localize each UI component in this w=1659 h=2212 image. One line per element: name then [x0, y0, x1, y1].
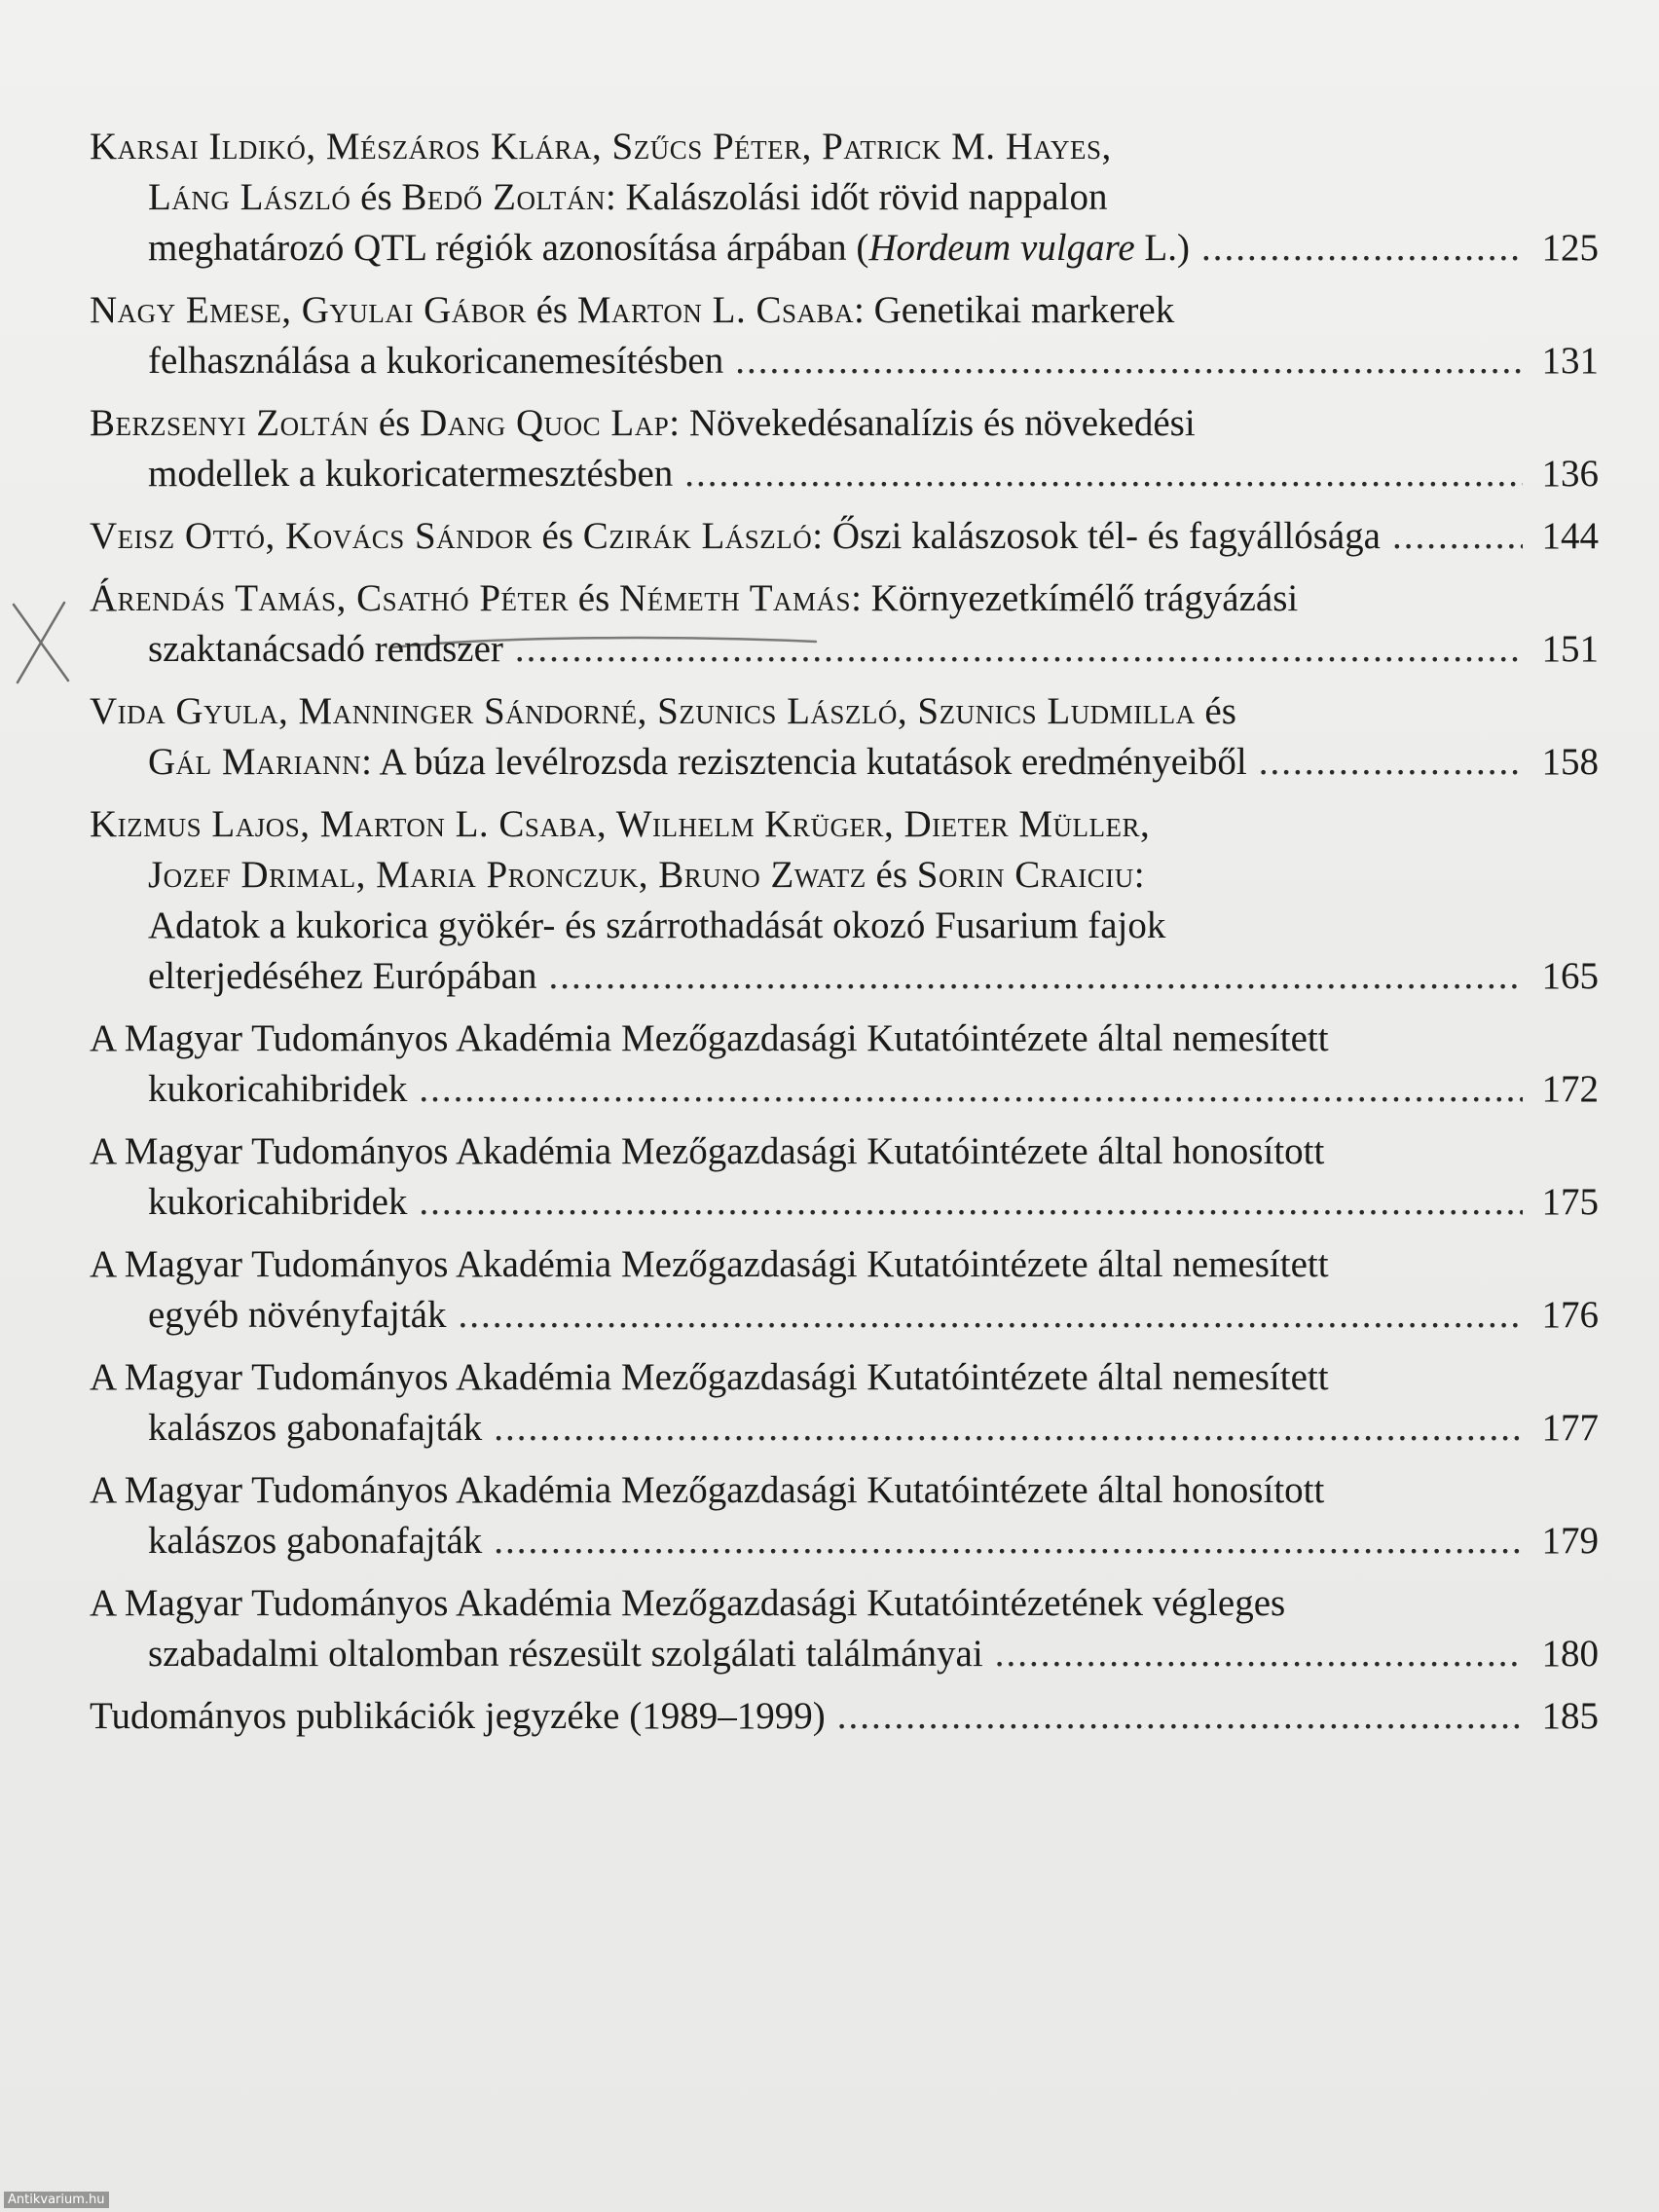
- toc-entry[interactable]: [90, 1691, 1599, 1742]
- dot-leader: [515, 624, 1523, 675]
- entry-conjunction: és: [532, 515, 583, 557]
- dot-leader: [1392, 511, 1523, 562]
- entry-title: A Magyar Tudományos Akadémia Mezőgazdasági Kutatóintézete által nemesített: [90, 1243, 1329, 1285]
- entry-conjunction: és: [1195, 690, 1236, 732]
- entry-title: felhasználása a kukoricanemesítésben: [148, 340, 724, 382]
- toc-entry[interactable]: [90, 122, 1599, 274]
- page-number: 151: [1541, 628, 1599, 670]
- entry-conjunction: és: [866, 854, 917, 896]
- toc-entry[interactable]: [90, 573, 1599, 675]
- entry-title: egyéb növényfajták: [148, 1294, 447, 1336]
- entry-title: modellek a kukoricatermesztésben: [148, 453, 674, 495]
- page-number: 185: [1541, 1695, 1599, 1737]
- toc-entry[interactable]: Kizmus Lajos, Marton L. Csaba, Wilhelm Krüger, Dieter Müller, Jozef Drimal, Maria Pronczuk, Bruno Zwatz és Sorin Craiciu: Adatok a kukorica gyökér- és szárrothadását okozó Fusarium fajok elterjedéséhez Európában ..... 165: [90, 799, 1599, 1002]
- dot-leader: [419, 1177, 1523, 1228]
- entry-title: : Kalászolási időt rövid nappalon: [605, 176, 1108, 218]
- entry-title: A Magyar Tudományos Akadémia Mezőgazdasági Kutatóintézete által nemesített: [90, 1017, 1329, 1059]
- entry-authors: Bedő Zoltán: [401, 176, 606, 218]
- entry-title: kalászos gabonafajták: [148, 1407, 483, 1449]
- entry-conjunction: és: [350, 176, 402, 218]
- page-number: 180: [1541, 1633, 1599, 1675]
- page-number: 131: [1541, 340, 1599, 382]
- entry-title: : Növekedésanalízis és növekedési: [669, 402, 1196, 444]
- table-of-contents: [90, 122, 1599, 1753]
- entry-authors: Sorin Craiciu: [916, 854, 1134, 896]
- entry-authors: Kizmus Lajos, Marton L. Csaba, Wilhelm Krüger, Dieter Müller,: [90, 803, 1151, 845]
- toc-entry[interactable]: [90, 1014, 1599, 1115]
- entry-title: : Genetikai markerek: [854, 289, 1175, 331]
- dot-leader: [1201, 223, 1523, 274]
- entry-authors: Nagy Emese, Gyulai Gábor: [90, 289, 527, 331]
- entry-title: kukoricahibridek: [148, 1181, 408, 1223]
- dot-leader: [494, 1403, 1523, 1454]
- entry-authors: Németh Tamás: [619, 577, 852, 619]
- pencil-x-mark-icon: [8, 599, 76, 686]
- entry-authors: Czirák László: [582, 515, 813, 557]
- entry-conjunction: és: [526, 289, 577, 331]
- entry-authors: Dang Quoc Lap: [420, 402, 670, 444]
- dot-leader: [494, 1516, 1523, 1567]
- entry-title: kalászos gabonafajták: [148, 1520, 483, 1562]
- entry-title: : A búza levélrozsda rezisztencia kutatások eredményeiből: [361, 741, 1247, 783]
- entry-authors: Árendás Tamás, Csathó Péter: [90, 577, 570, 619]
- toc-entry[interactable]: [90, 511, 1599, 562]
- entry-title: A Magyar Tudományos Akadémia Mezőgazdasági Kutatóintézete által honosított: [90, 1469, 1325, 1511]
- entry-title: A Magyar Tudományos Akadémia Mezőgazdasági Kutatóintézete által honosított: [90, 1130, 1325, 1172]
- page-number: 125: [1541, 227, 1599, 269]
- entry-title: : Környezetkímélő trágyázási: [851, 577, 1299, 619]
- entry-authors: Vida Gyula, Manninger Sándorné, Szunics László, Szunics Ludmilla: [90, 690, 1196, 732]
- entry-title: kukoricahibridek: [148, 1068, 408, 1110]
- page-number: 136: [1541, 453, 1599, 495]
- entry-title: szaktanácsadó rendszer: [148, 628, 503, 670]
- page-number: 144: [1541, 515, 1599, 557]
- page-number: 179: [1541, 1520, 1599, 1562]
- entry-conjunction: és: [569, 577, 620, 619]
- entry-title: A Magyar Tudományos Akadémia Mezőgazdasági Kutatóintézetének végleges: [90, 1582, 1286, 1624]
- entry-title: : Őszi kalászosok tél- és fagyállósága: [812, 515, 1381, 557]
- entry-title: Adatok a kukorica gyökér- és szárrothadását okozó Fusarium fajok: [148, 904, 1166, 946]
- toc-entry[interactable]: [90, 285, 1599, 387]
- entry-authors: Láng László: [148, 176, 351, 218]
- entry-title: Tudományos publikációk jegyzéke (1989–1999): [90, 1695, 826, 1737]
- entry-authors: Gál Mariann: [148, 741, 362, 783]
- dot-leader: [837, 1691, 1523, 1742]
- page-number: 176: [1541, 1294, 1599, 1336]
- toc-entry[interactable]: [90, 398, 1599, 499]
- dot-leader: [735, 336, 1523, 387]
- entry-title: elterjedéséhez Európában: [148, 955, 537, 997]
- toc-entry[interactable]: [90, 1352, 1599, 1454]
- page-number: 172: [1541, 1068, 1599, 1110]
- watermark-label: Antikvarium.hu: [4, 2192, 109, 2208]
- entry-title: szabadalmi oltalomban részesült szolgálati találmányai: [148, 1633, 983, 1675]
- toc-entry[interactable]: [90, 1239, 1599, 1341]
- entry-authors: Marton L. Csaba: [576, 289, 855, 331]
- dot-leader: [458, 1290, 1523, 1341]
- toc-entry[interactable]: [90, 1465, 1599, 1567]
- dot-leader: [549, 951, 1523, 1002]
- entry-title: meghatározó QTL régiók azonosítása árpában (Hordeum vulgare L.): [148, 227, 1190, 269]
- toc-entry[interactable]: [90, 686, 1599, 788]
- toc-entry[interactable]: [90, 1578, 1599, 1679]
- page-number: 165: [1541, 955, 1599, 997]
- entry-title: A Magyar Tudományos Akadémia Mezőgazdasági Kutatóintézete által nemesített: [90, 1356, 1329, 1398]
- dot-leader: [684, 449, 1523, 499]
- entry-authors: Berzsenyi Zoltán: [90, 402, 370, 444]
- dot-leader: [419, 1064, 1523, 1115]
- entry-authors: Jozef Drimal, Maria Pronczuk, Bruno Zwatz: [148, 854, 866, 896]
- page-number: 158: [1541, 741, 1599, 783]
- dot-leader: [995, 1629, 1523, 1679]
- toc-entry[interactable]: [90, 1126, 1599, 1228]
- entry-conjunction: és: [369, 402, 421, 444]
- entry-authors: Karsai Ildikó, Mészáros Klára, Szűcs Péter, Patrick M. Hayes,: [90, 126, 1112, 167]
- page-number: 175: [1541, 1181, 1599, 1223]
- page-number: 177: [1541, 1407, 1599, 1449]
- dot-leader: [1259, 737, 1523, 788]
- entry-authors: Veisz Ottó, Kovács Sándor: [90, 515, 533, 557]
